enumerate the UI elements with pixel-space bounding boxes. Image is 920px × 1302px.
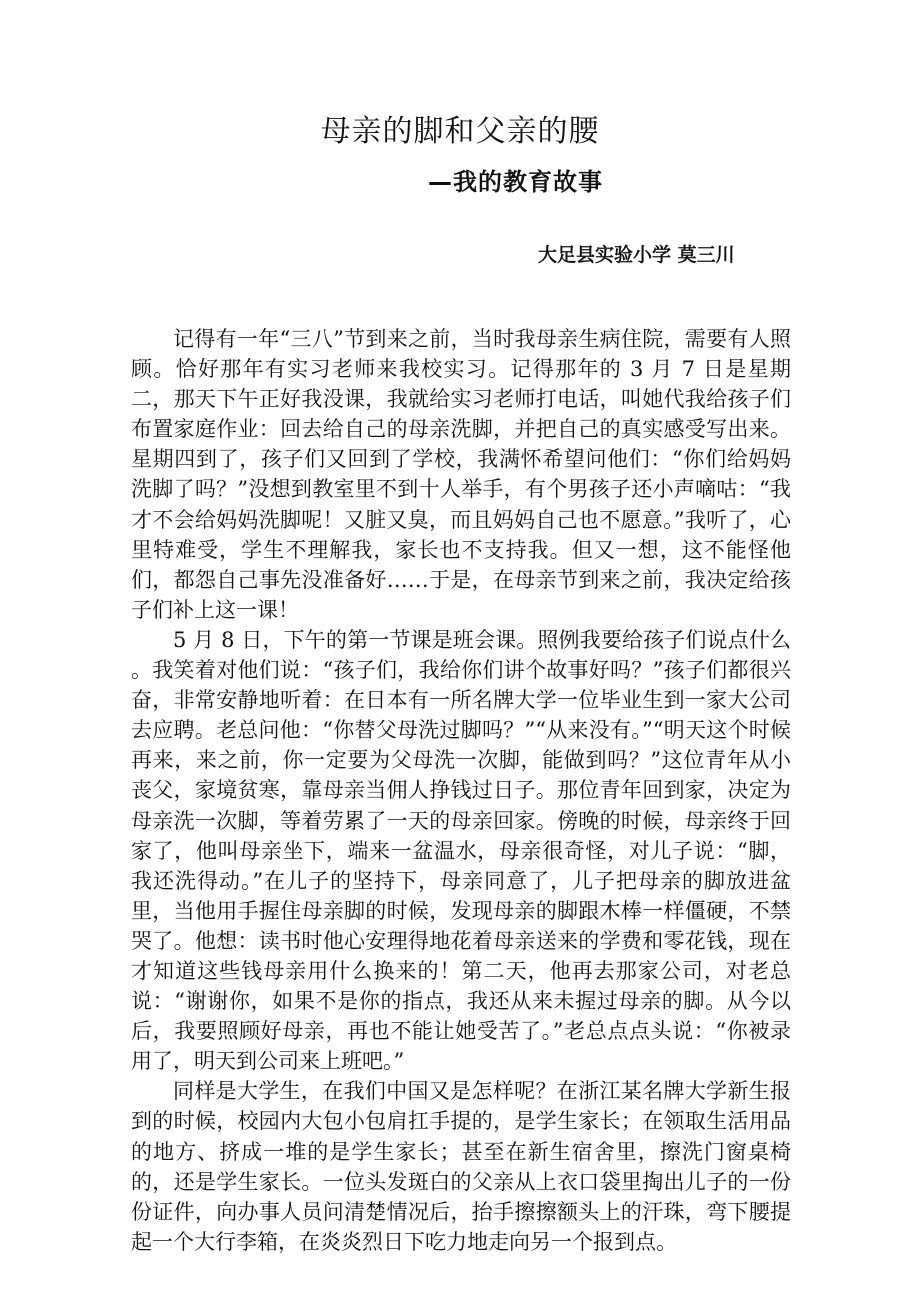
document-title: 母亲的脚和父亲的腰: [320, 114, 600, 149]
body-text: [131, 324, 791, 1257]
paragraph-2: 5 月 8 日，下午的第一节课是班会课。照例我要给孩子们说点什么 。我笑着对他们说：“孩子们，我给你们讲个故事好吗？”孩子们都很兴奋，非常安静地听着：在日本有一所名牌大学一位毕业生到一家大公司去应聘。老总问他：“你替父母洗过脚吗？”“从来没有。”“明天这个时候再来，来之前，你一定要为父母洗一次脚，能做到吗？”这位青年从小丧父，家境贫寒，靠母亲当佣人挣钱过日子。那位青年回到家，决定为母亲洗一次脚，等着劳累了一天的母亲回家。傍晚的时候，母亲终于回家了，他叫母亲坐下，端来一盆温水，母亲很奇怪，对儿子说：“脚，我还洗得动。”在儿子的坚持下，母亲同意了，儿子把母亲的脚放进盆里，当他用手握住母亲脚的时候，发现母亲的脚跟木棒一样僵硬，不禁哭了。他想：读书时他心安理得地花着母亲送来的学费和零花钱，现在才知道这些钱母亲用什么换来的！第二天，他再去那家公司，对老总说：“谢谢你，如果不是你的指点，我还从来未握过母亲的脚。从今以后，我要照顾好母亲，再也不能让她受苦了。”老总点点头说：“你被录用了，明天到公司来上班吧。”: [131, 627, 791, 1074]
paragraph-3: 同样是大学生，在我们中国又是怎样呢？在浙江某名牌大学新生报到的时候，校园内大包小包肩扛手提的，是学生家长；在领取生活用品的地方、挤成一堆的是学生家长；甚至在新生宿舍里，擦洗门窗桌椅的，还是学生家长。一位头发斑白的父亲从上衣口袋里掏出儿子的一份份证件，向办事人员问清楚情况后，抬手擦擦额头上的汗珠，弯下腰提起一个大行李箱，在炎炎烈日下吃力地走向另一个报到点。: [131, 1079, 791, 1254]
author-line: 大足县实验小学 莫三川: [538, 244, 735, 266]
paragraph-1: 记得有一年“三八”节到来之前，当时我母亲生病住院，需要有人照顾。恰好那年有实习老师来我校实习。记得那年的 3 月 7 日是星期二，那天下午正好我没课，我就给实习老师打电话，叫她代我给孩子们布置家庭作业：回去给自己的母亲洗脚，并把自己的真实感受写出来。星期四到了，孩子们又回到了学校，我满怀希望问他们：“你们给妈妈洗脚了吗？”没想到教室里不到十人举手，有个男孩子还小声嘀咕：“我才不会给妈妈洗脚呢！又脏又臭，而且妈妈自己也不愿意。”我听了，心里特难受，学生不理解我，家长也不支持我。但又一想，这不能怪他们，都怨自己事先没准备好……于是，在母亲节到来之前，我决定给孩子们补上这一课！: [131, 327, 791, 622]
document-subtitle: —我的教育故事: [428, 168, 603, 196]
